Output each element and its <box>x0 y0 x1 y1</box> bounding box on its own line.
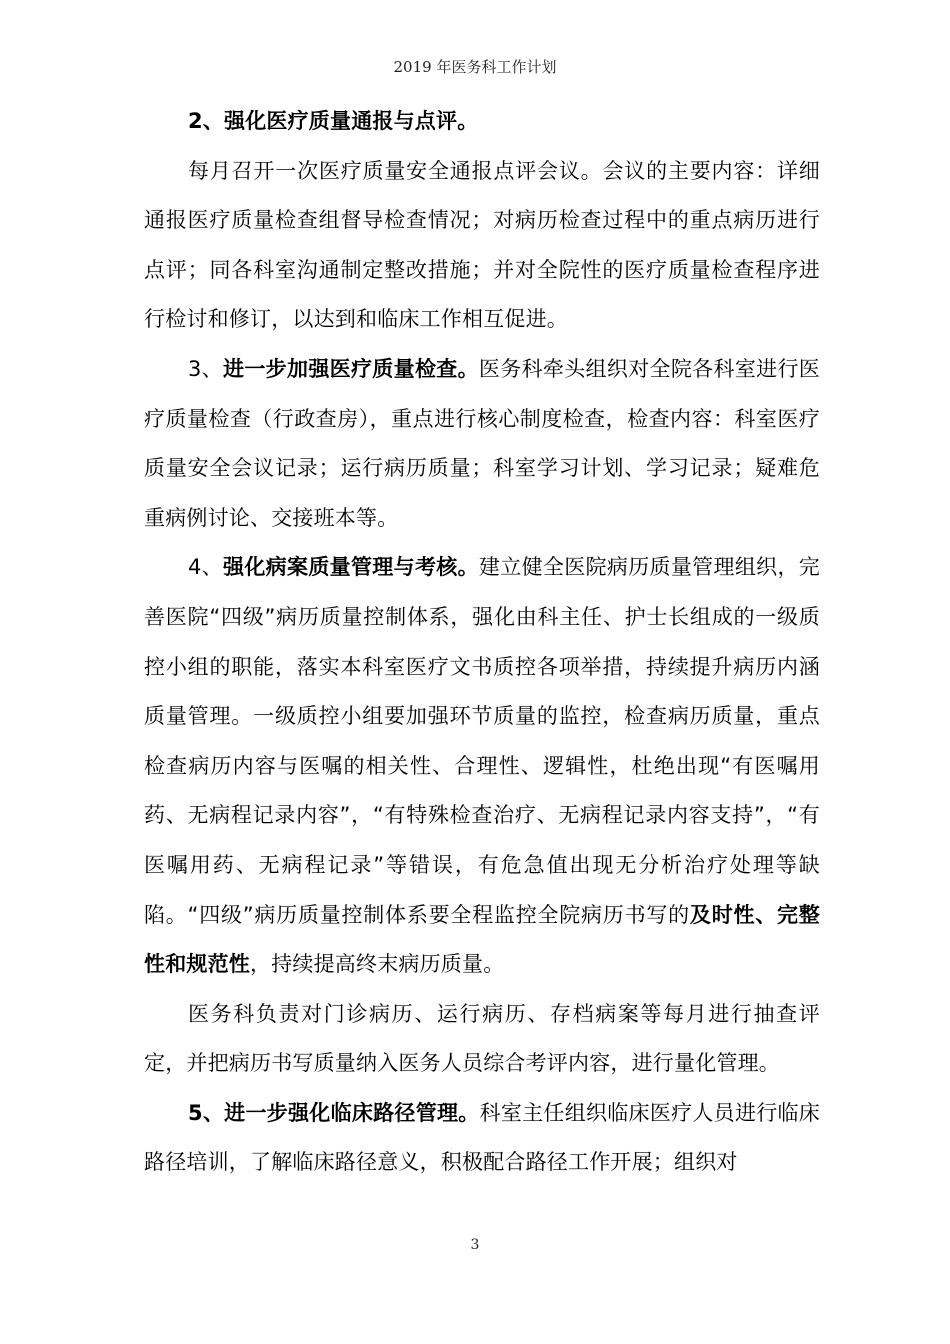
body-text: ，持续提高终末病历质量。 <box>250 952 505 977</box>
paragraph-1 <box>144 97 820 147</box>
heading-3: 进一步加强医疗质量检查。 <box>223 356 479 381</box>
paragraph-6 <box>144 1089 820 1188</box>
body-text: 建立健全医院病历质量管理组织，完善医院“四级”病历质量控制体系，强化由科主任、护士长组成的一级质控小组的职能，落实本科室医疗文书质控各项举措，持续提升病历内涵质量管理。一级质控小组要加强环节质量的监控，检查病历质量，重点检查病历内容与医嘱的相关性、合理性、逻辑性，杜绝出现“有医嘱用药、无病程记录内容”，“有特殊检查治疗、无病程记录内容支持”，“有医嘱用药、无病程记录”等错误，有危急值出现无分析治疗处理等缺陷。“四级”病历质量控制体系要全程监控全院病历书写的 <box>144 555 820 927</box>
document-body <box>144 97 820 1188</box>
body-text: 医务科负责对门诊病历、运行病历、存档病案等每月进行抽查评定，并把病历书写质量纳入医务人员综合考评内容，进行量化管理。 <box>144 1001 820 1076</box>
body-text: 每月召开一次医疗质量安全通报点评会议。会议的主要内容：详细通报医疗质量检查组督导检查情况；对病历检查过程中的重点病历进行点评；同各科室沟通制定整改措施；并对全院性的医疗质量检查程序进行检讨和修订，以达到和临床工作相互促进。 <box>144 158 820 332</box>
paragraph-4 <box>144 543 820 989</box>
paragraph-3 <box>144 345 820 543</box>
heading-5: 5、进一步强化临床路径管理。 <box>188 1100 480 1125</box>
item-number: 3、 <box>188 356 224 381</box>
page-number: 3 <box>470 1237 480 1253</box>
body-text: 科室主任组织临床医疗人员进行临床路径培训，了解临床路径意义，积极配合路径工作开展；组织对 <box>144 1100 820 1175</box>
item-number: 4、 <box>188 555 224 580</box>
body-text: 医务科牵头组织对全院各科室进行医疗质量检查（行政查房），重点进行核心制度检查，检查内容：科室医疗质量安全会议记录；运行病历质量；科室学习计划、学习记录；疑难危重病例讨论、交接班本等。 <box>144 356 820 530</box>
paragraph-5 <box>144 990 820 1089</box>
emphasis-text: 及时性、完整性和规范性 <box>144 902 820 977</box>
page-header: 2019 年医务科工作计划 <box>393 58 557 76</box>
heading-4: 强化病案质量管理与考核。 <box>223 555 479 580</box>
heading-2: 2、强化医疗质量通报与点评。 <box>188 109 479 133</box>
paragraph-2 <box>144 147 820 345</box>
